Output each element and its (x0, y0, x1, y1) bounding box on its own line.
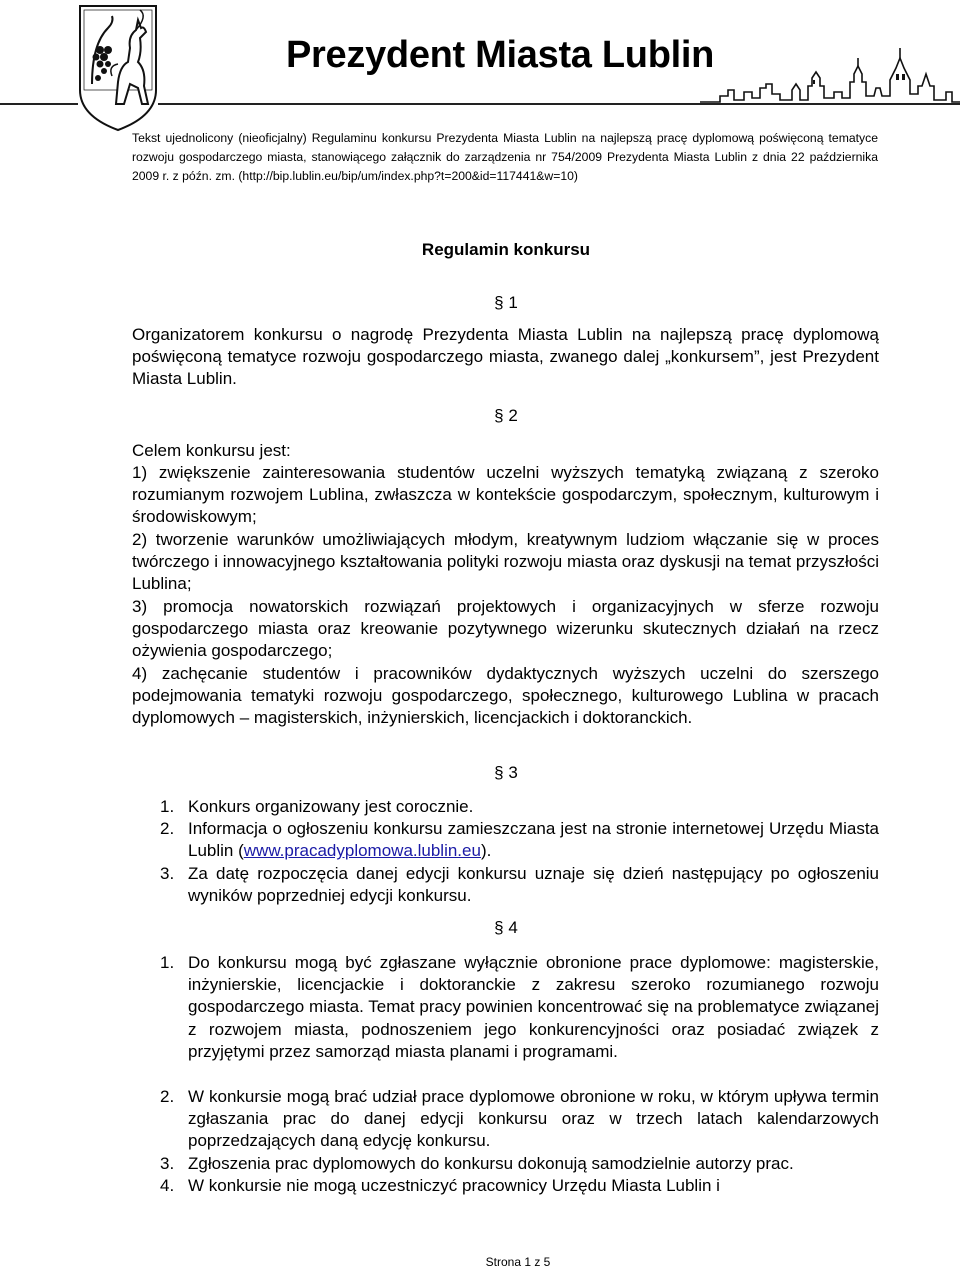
section-mark: § 4 (494, 918, 518, 937)
list-item (160, 1086, 879, 1153)
section-mark: § 3 (494, 763, 518, 782)
regulation-title: Regulamin konkursu (421, 240, 591, 259)
list-item (160, 863, 879, 907)
goal-item: 1) zwiększenie zainteresowania studentów uczelni wyższych tematyką związaną z szeroko rozumianym rozwojem Lublina, zwłaszcza w kontekście gospodarczym, społecznym, kulturowym i środowiskowym; (132, 463, 879, 527)
section-mark: § 2 (494, 406, 518, 425)
item-text-before-link: Informacja o ogłoszeniu konkursu zamieszczana jest na stronie internetowej Urzędu Miasta Lublin ( (188, 819, 879, 861)
goal-item: 3) promocja nowatorskich rozwiązań projektowych i organizacyjnych w sferze rozwoju gospodarczego miasta oraz kreowanie pozytywnego wizerunku skutecznych działań na rzecz ożywienia gospodarczego; (132, 597, 879, 661)
city-skyline-icon (700, 44, 960, 106)
section-2-intro: Celem konkursu jest: (132, 441, 291, 460)
section-1-text: Organizatorem konkursu o nagrodę Prezydenta Miasta Lublin na najlepszą pracę dyplomową poświęconą tematyce rozwoju gospodarczego miasta, zwanego dalej „konkursem”, jest Prezydent Miasta Lublin. (132, 325, 879, 389)
item-number: 2. (160, 819, 175, 838)
page-title: Prezydent Miasta Lublin (286, 34, 715, 76)
item-text: Konkurs organizowany jest corocznie. (188, 797, 474, 816)
item-text: W konkursie mogą brać udział prace dyplomowe obronione w roku, w którym upływa termin zgłaszania prac do danej edycji konkursu oraz w trzech latach kalendarzowych poprzedzających daną edycję konkursu. (188, 1087, 879, 1151)
list-item (160, 818, 879, 862)
item-text: Do konkursu mogą być zgłaszane wyłącznie obronione prace dyplomowe: magisterskie, inżynierskie, licencjackie i doktoranckie z zakresu szeroko rozumianego rozwoju gospodarczego miasta. Temat pracy powinien koncentrować się na problematyce związanej z rozwojem miasta, podnoszeniem jego konkurencyjności oraz posiadać związek z przyjętymi przez samorząd miasta planami i programami. (188, 953, 879, 1061)
item-number: 1. (160, 797, 175, 816)
item-number: 3. (160, 1154, 175, 1173)
item-text: W konkursie nie mogą uczestniczyć pracownicy Urzędu Miasta Lublin i (188, 1176, 720, 1195)
item-text-after-link: ). (480, 841, 492, 861)
list-item (160, 1153, 879, 1175)
header-rule (0, 103, 78, 105)
page-number: Strona 1 z 5 (485, 1255, 551, 1269)
document-source-note: Tekst ujednolicony (nieoficjalny) Regulaminu konkursu Prezydenta Miasta Lublin na najlepszą pracę dyplomową poświęconą tematyce rozwoju gospodarczego miasta, stanowiącego załącznik do zarządzenia nr 754/2009 Prezydenta Miasta Lublin z dnia 22 października 2009 r. z późn. zm. (http://bip.lublin.eu/bip/um/index.php?t=200&id=117441&w=10) (132, 131, 878, 183)
section-mark: § 1 (494, 293, 518, 312)
item-text: Za datę rozpoczęcia danej edycji konkursu uznaje się dzień następujący po ogłoszeniu wyników poprzedniej edycji konkursu. (188, 864, 879, 906)
goal-item: 4) zachęcanie studentów i pracowników dydaktycznych wyższych uczelni do szerszego podejmowania tematyki rozwoju gospodarczego, społecznego, kulturowego Lublina w pracach dyplomowych – magisterskich, inżynierskich, licencjackich i doktoranckich. (132, 664, 879, 728)
item-number: 3. (160, 864, 175, 883)
website-link[interactable]: www.pracadyplomowa.lublin.eu (243, 841, 481, 861)
goal-item: 2) tworzenie warunków umożliwiających młodym, kreatywnym ludziom włączanie się w proces twórczego i innowacyjnego kształtowania polityki rozwoju miasta oraz dyskusji na temat przyszłości Lublina; (132, 530, 879, 594)
list-item (160, 796, 879, 818)
list-item (160, 1175, 879, 1197)
lublin-coat-of-arms-icon (78, 4, 158, 132)
list-item (160, 952, 879, 1063)
item-number: 2. (160, 1087, 175, 1106)
item-text (188, 818, 879, 862)
item-number: 4. (160, 1176, 175, 1195)
item-number: 1. (160, 953, 175, 972)
item-text: Zgłoszenia prac dyplomowych do konkursu dokonują samodzielnie autorzy prac. (188, 1154, 794, 1173)
